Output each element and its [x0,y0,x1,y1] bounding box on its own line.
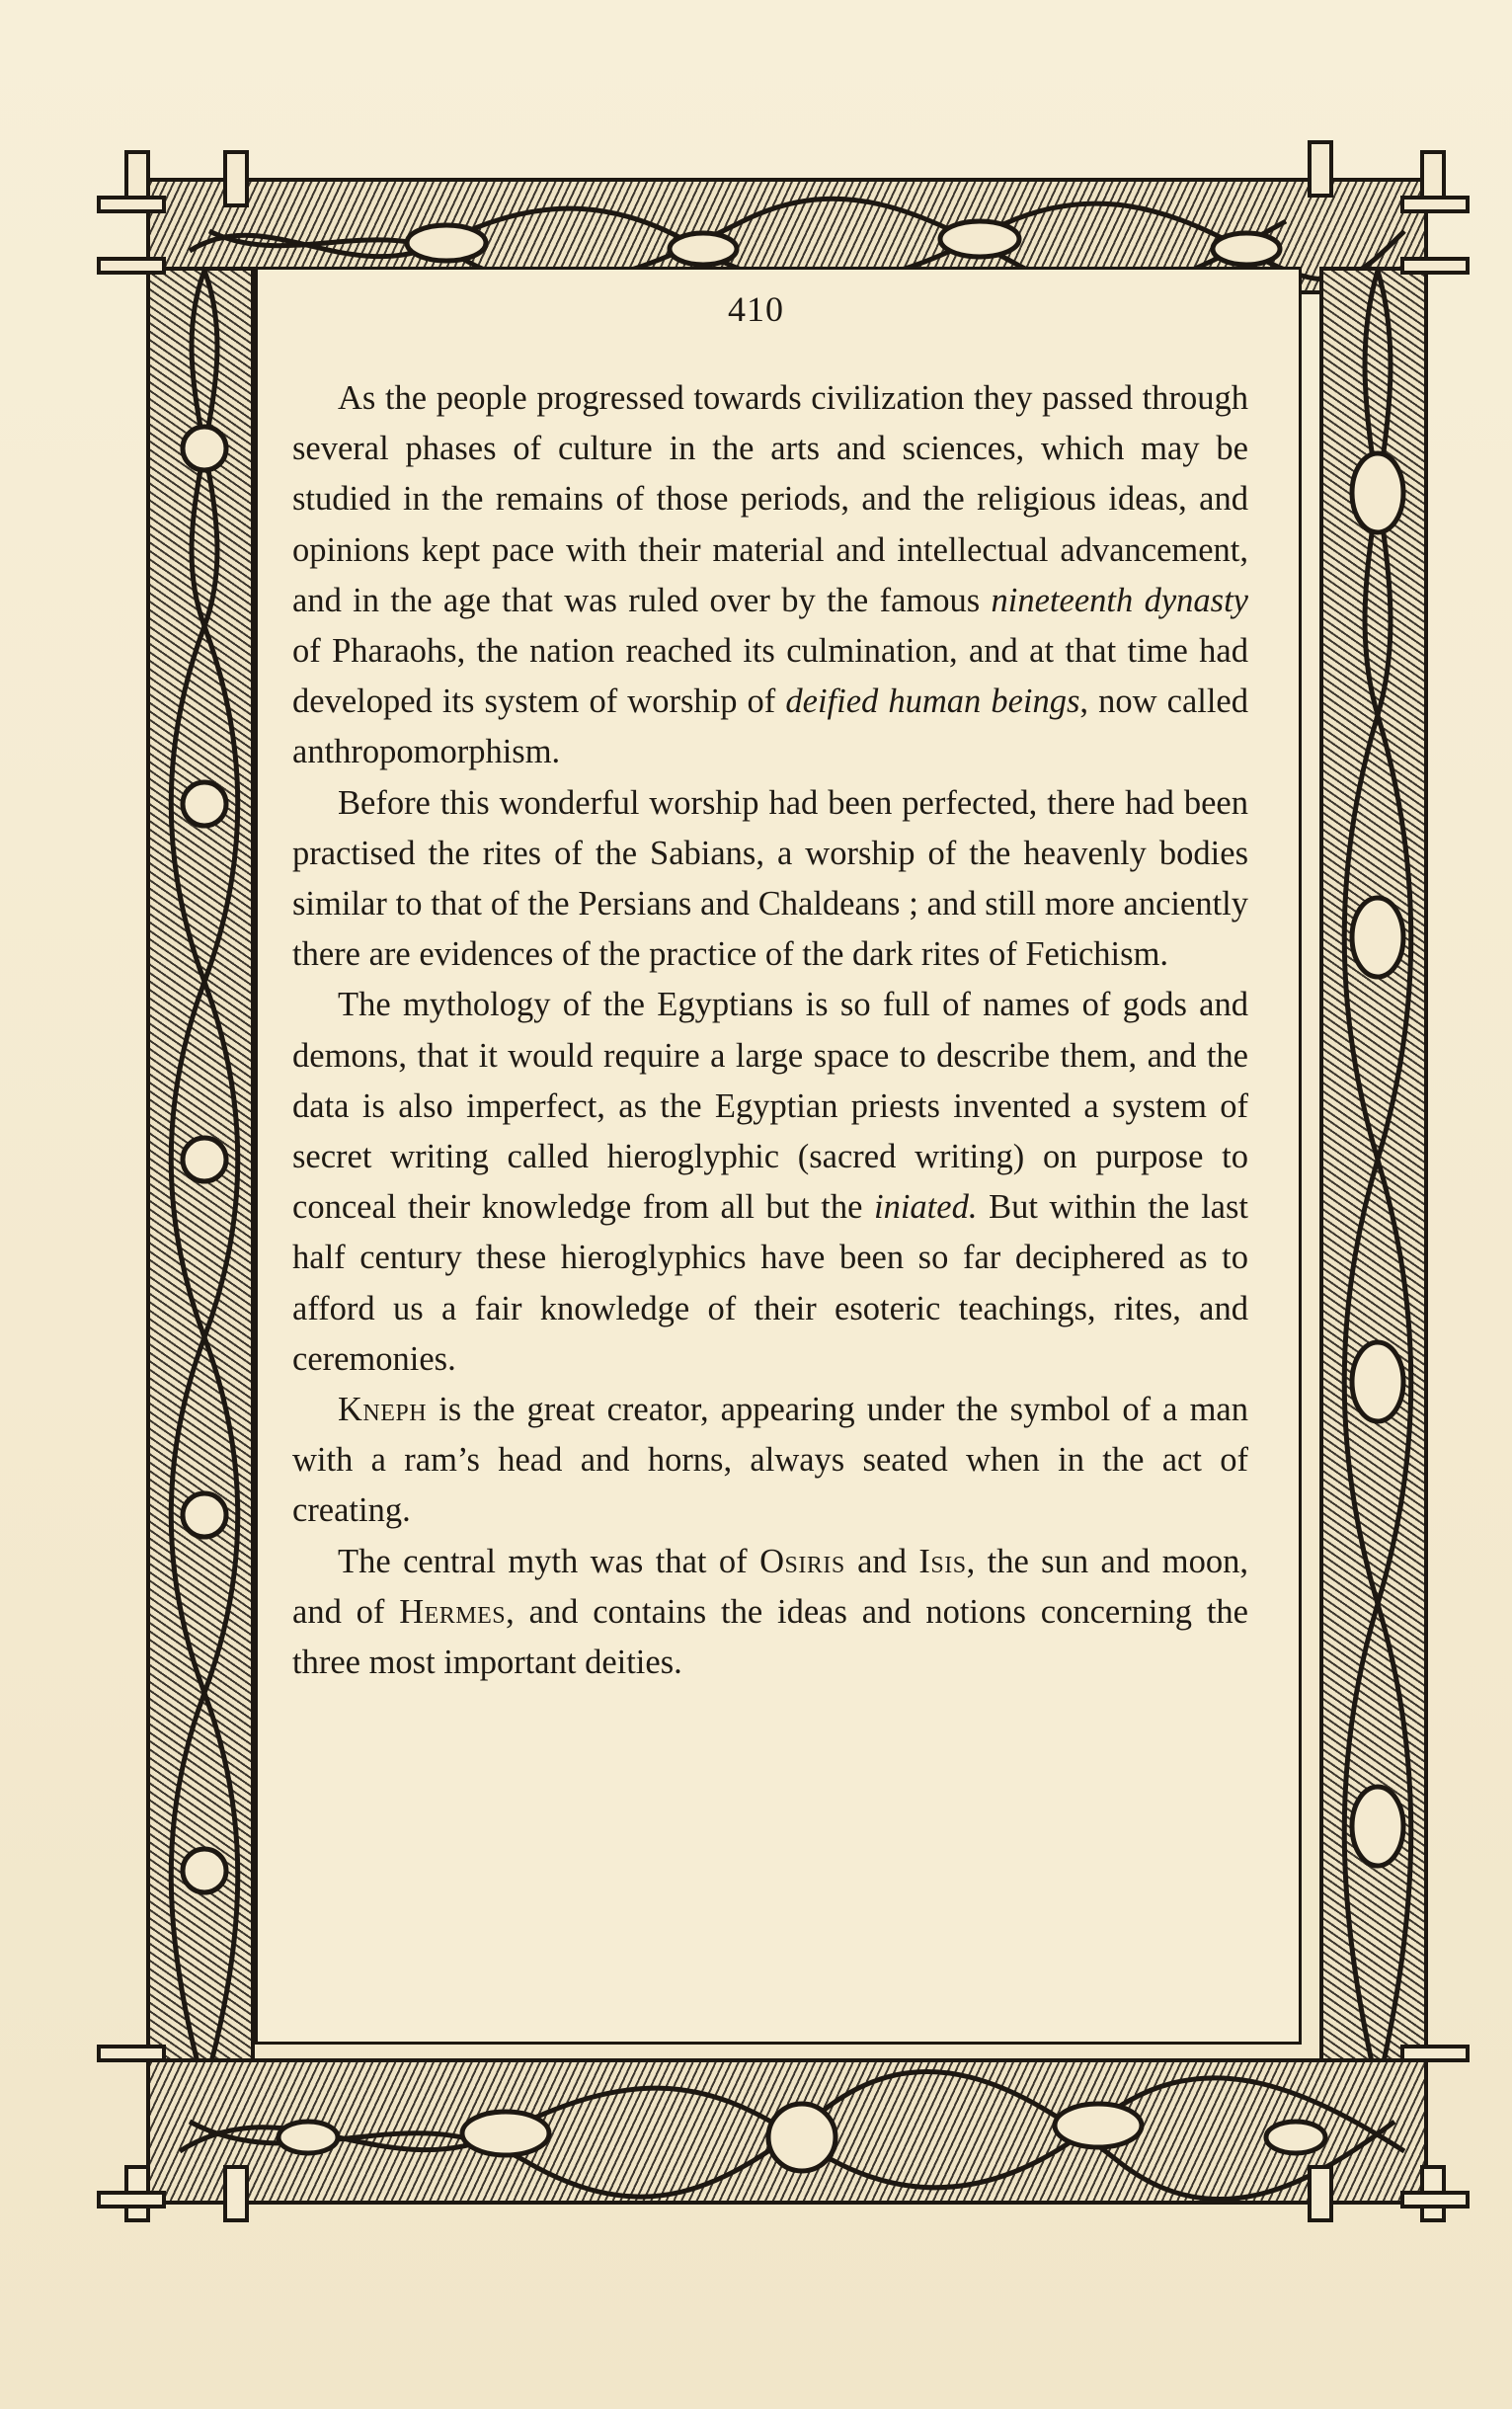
frame-right-band [1319,267,1428,2084]
corner-crossbar-top-right [1400,196,1470,213]
italic-run: iniated. [874,1188,978,1227]
italic-run: nineteenth dynasty [991,581,1248,619]
small-caps-run: Osiris [759,1542,845,1580]
corner-post-top-left-inner [223,150,249,207]
corner-crossbar-top-left-lower [97,257,166,275]
small-caps-run: Kneph [338,1391,428,1429]
paragraph-1 [292,373,1248,778]
corner-post-bottom-right-inner [1308,2165,1333,2222]
text-run: of Pharaohs, the nation reached its culmination, and at that time had developed its system of worship of [292,632,1248,721]
bottom-scroll-ornament [150,2062,1428,2205]
frame-left-band [146,267,255,2084]
corner-crossbar-top-right-lower [1400,257,1470,275]
small-caps-run: Isis [918,1542,967,1580]
corner-crossbar-bottom-right [1400,2191,1470,2208]
right-vine-ornament [1323,271,1428,2084]
text-run: , the sun and moon, and of [292,1542,1248,1631]
text-run: Before this wonderful worship had been perfected, there had been practised the rites of the Sabians, a worship of the heavenly bodies similar to that of the Persians and Chaldeans ; and still more anciently there are evidences of the practice of the dark rites of Fetichism. [292,783,1248,974]
corner-crossbar-bottom-right-upper [1400,2045,1470,2062]
text-run: The mythology of the Egyptians is so full of names of gods and demons, that it would require a large space to describe them, and the data is also imperfect, as the Egyptian priests invented a system of secret writing called hieroglyphic (sacred writing) on purpose to conceal their knowledge from all but the [292,986,1248,1227]
left-vine-ornament [150,271,255,2084]
text-run: The central myth was that of [338,1542,760,1580]
text-run: As the people progressed towards civilization they passed through several phases of culture in the arts and sciences, which may be studied in the remains of those periods, and the religious ideas, and opinions kept pace with their material and intellectual advancement, and in the age that was ruled over by the famous [292,379,1248,619]
corner-crossbar-bottom-left [97,2191,166,2208]
corner-crossbar-bottom-left-upper [97,2045,166,2062]
text-run: is the great creator, appearing under the symbol of a man with a ram’s head and horns, always seated when in the act of creating. [292,1391,1248,1530]
page-number: 410 [728,289,784,329]
corner-crossbar-top-left [97,196,166,213]
small-caps-run: Hermes [399,1592,507,1631]
text-run: But within the last half century these hieroglyphics have been so far deciphered as to afford us a fair knowledge of their esoteric teachings, rites, and ceremonies. [292,1188,1248,1378]
text-run: and [844,1542,919,1580]
body-text [292,373,1248,1688]
corner-post-top-right-inner [1308,140,1333,198]
text-run: , and contains the ideas and notions concerning the three most important deities. [292,1592,1248,1682]
frame-bottom-band [146,2058,1428,2205]
text-run: , now called anthropomorphism. [292,683,1248,771]
paragraph-2 [292,778,1248,981]
paragraph-5 [292,1537,1248,1689]
italic-run: deified human beings [785,683,1080,721]
corner-post-bottom-left-inner [223,2165,249,2222]
paragraph-3 [292,980,1248,1385]
paragraph-4 [292,1385,1248,1537]
